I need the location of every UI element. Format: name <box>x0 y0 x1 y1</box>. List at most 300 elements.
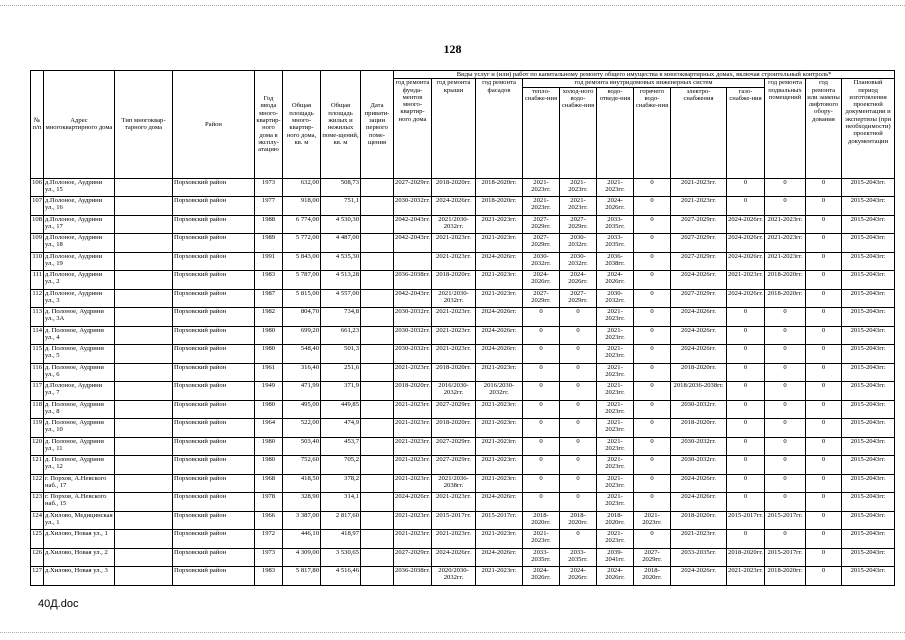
row-basement: 0 <box>765 493 806 512</box>
row-heat: 0 <box>523 382 560 401</box>
row-sewer: 2021-2023гг. <box>597 308 634 327</box>
row-roof: 2018-2020гг. <box>432 363 476 382</box>
row-sewer: 2039-2041гг. <box>597 548 634 567</box>
row-lift: 0 <box>806 400 842 419</box>
row-number: 127 <box>31 567 44 586</box>
row-area-total: 6 774,00 <box>283 215 321 234</box>
row-hot-water: 0 <box>634 197 671 216</box>
row-privatization <box>361 567 394 586</box>
row-type <box>115 419 173 438</box>
row-hot-water: 0 <box>634 363 671 382</box>
row-hot-water: 0 <box>634 234 671 253</box>
row-sewer: 2021-2023гг. <box>597 345 634 364</box>
row-basement: 0 <box>765 178 806 197</box>
row-lift: 0 <box>806 363 842 382</box>
row-lift: 0 <box>806 456 842 475</box>
row-type <box>115 437 173 456</box>
row-area-living: 751,1 <box>321 197 361 216</box>
row-electric: 2024-2026гг. <box>671 326 727 345</box>
row-area-total: 503,40 <box>283 437 321 456</box>
row-area-living: 661,23 <box>321 326 361 345</box>
row-sewer: 2021-2023гг. <box>597 363 634 382</box>
row-district: Порховский район <box>173 197 255 216</box>
row-cold-water: 2024-2026гг. <box>560 567 597 586</box>
row-area-total: 316,40 <box>283 363 321 382</box>
row-gas: 0 <box>727 326 765 345</box>
row-district: Порховский район <box>173 474 255 493</box>
row-sewer: 2024-2026гг. <box>597 197 634 216</box>
row-facade: 2024-2026гг. <box>476 308 523 327</box>
row-heat: 2027-2029гг. <box>523 289 560 308</box>
row-area-total: 495,00 <box>283 400 321 419</box>
row-cold-water: 0 <box>560 345 597 364</box>
row-facade: 2018-2020гг. <box>476 197 523 216</box>
row-basement: 0 <box>765 419 806 438</box>
row-foundation: 2042-2043гг. <box>394 289 432 308</box>
row-facade: 2024-2026гг. <box>476 548 523 567</box>
row-type <box>115 400 173 419</box>
row-heat: 2024-2026гг. <box>523 271 560 290</box>
row-area-living: 4 557,00 <box>321 289 361 308</box>
row-privatization <box>361 400 394 419</box>
row-cold-water: 0 <box>560 493 597 512</box>
row-planned: 2015-2043гг. <box>842 382 895 401</box>
row-hot-water: 0 <box>634 382 671 401</box>
row-address: д.Полоное, Аудрини ул., 3 <box>44 289 115 308</box>
page-number: 128 <box>443 42 462 56</box>
row-area-living: 3 530,65 <box>321 548 361 567</box>
row-roof: 2018-2020гг. <box>432 419 476 438</box>
row-type <box>115 474 173 493</box>
row-area-total: 5 817,80 <box>283 567 321 586</box>
row-gas: 2021-2023гг. <box>727 271 765 290</box>
row-facade: 2024-2026гг. <box>476 326 523 345</box>
row-lift: 0 <box>806 326 842 345</box>
row-area-living: 4 513,28 <box>321 271 361 290</box>
row-planned: 2015-2043гг. <box>842 511 895 530</box>
row-hot-water: 0 <box>634 400 671 419</box>
row-facade: 2024-2026гг. <box>476 252 523 271</box>
col-heat-header: тепло-снабже-ния <box>523 87 560 178</box>
row-address: д. Полоное, Аудрини ул., 11 <box>44 437 115 456</box>
table-row <box>31 215 895 234</box>
col-area-living-header: Общая площадь жилых и нежилых поме-щений, кв. м <box>321 71 361 179</box>
table-row <box>31 437 895 456</box>
row-cold-water: 2027-2029гг. <box>560 289 597 308</box>
row-sewer: 2021-2023гг. <box>597 493 634 512</box>
row-year: 1973 <box>255 178 283 197</box>
row-lift: 0 <box>806 419 842 438</box>
row-type <box>115 326 173 345</box>
row-year: 1973 <box>255 548 283 567</box>
col-num-header: № п/п <box>31 71 44 179</box>
row-heat: 0 <box>523 363 560 382</box>
table-row <box>31 493 895 512</box>
row-roof: 2027-2029гг. <box>432 437 476 456</box>
table-row <box>31 382 895 401</box>
row-district: Порховский район <box>173 548 255 567</box>
row-hot-water: 2027-2029гг. <box>634 548 671 567</box>
row-planned: 2015-2043гг. <box>842 567 895 586</box>
row-privatization <box>361 530 394 549</box>
row-heat: 0 <box>523 474 560 493</box>
row-gas: 0 <box>727 363 765 382</box>
row-electric: 2024-2026гг. <box>671 474 727 493</box>
row-facade: 2024-2026гг. <box>476 345 523 364</box>
row-facade: 2021-2023гг. <box>476 567 523 586</box>
row-cold-water: 0 <box>560 530 597 549</box>
row-area-total: 4 309,00 <box>283 548 321 567</box>
row-sewer: 2030-2032гг. <box>597 289 634 308</box>
table-row <box>31 474 895 493</box>
row-hot-water: 2021-2023гг. <box>634 511 671 530</box>
row-heat: 0 <box>523 493 560 512</box>
row-heat: 0 <box>523 419 560 438</box>
row-foundation: 2021-2023гг. <box>394 511 432 530</box>
row-electric: 2033-2035гг. <box>671 548 727 567</box>
row-sewer: 2021-2023гг. <box>597 326 634 345</box>
row-area-living: 418,97 <box>321 530 361 549</box>
row-year: 1983 <box>255 567 283 586</box>
row-type <box>115 548 173 567</box>
row-lift: 0 <box>806 493 842 512</box>
row-cold-water: 0 <box>560 326 597 345</box>
row-number: 123 <box>31 493 44 512</box>
row-sewer: 2024-2026гг. <box>597 567 634 586</box>
row-cold-water: 0 <box>560 437 597 456</box>
row-facade: 2021-2023гг. <box>476 271 523 290</box>
row-planned: 2015-2043гг. <box>842 437 895 456</box>
row-year: 1961 <box>255 363 283 382</box>
row-area-living: 4 535,30 <box>321 252 361 271</box>
row-hot-water: 0 <box>634 252 671 271</box>
row-gas: 0 <box>727 197 765 216</box>
row-district: Порховский район <box>173 400 255 419</box>
bottom-dotted-rule <box>0 632 905 634</box>
row-area-total: 418,50 <box>283 474 321 493</box>
row-gas: 2018-2020гг. <box>727 548 765 567</box>
row-gas: 2021-2023гг. <box>727 567 765 586</box>
row-cold-water: 2027-2029гг. <box>560 215 597 234</box>
col-facade-header: год ремонта фасадов <box>476 79 523 178</box>
row-privatization <box>361 326 394 345</box>
row-gas: 2015-2017гг. <box>727 511 765 530</box>
row-privatization <box>361 548 394 567</box>
table-row <box>31 289 895 308</box>
row-district: Порховский район <box>173 382 255 401</box>
row-heat: 2018-2020гг. <box>523 511 560 530</box>
row-planned: 2015-2043гг. <box>842 234 895 253</box>
row-cold-water: 2024-2026гг. <box>560 271 597 290</box>
row-roof: 2015-2017гг. <box>432 511 476 530</box>
row-roof: 2021-2023гг. <box>432 252 476 271</box>
row-planned: 2015-2043гг. <box>842 548 895 567</box>
row-roof: 2021-2023гг. <box>432 530 476 549</box>
row-number: 118 <box>31 400 44 419</box>
row-area-living: 378,2 <box>321 474 361 493</box>
row-area-total: 699,20 <box>283 326 321 345</box>
row-roof: 2027-2029гг. <box>432 456 476 475</box>
table-row <box>31 252 895 271</box>
row-area-total: 918,00 <box>283 197 321 216</box>
row-area-total: 632,00 <box>283 178 321 197</box>
row-address: д.Хилово, Новая ул., 2 <box>44 548 115 567</box>
row-district: Порховский район <box>173 363 255 382</box>
col-privatization-header: Дата привати-зации первого поме-щения <box>361 71 394 179</box>
row-foundation: 2021-2023гг. <box>394 363 432 382</box>
row-roof: 2021-2023гг. <box>432 234 476 253</box>
row-lift: 0 <box>806 567 842 586</box>
row-hot-water: 0 <box>634 530 671 549</box>
row-roof: 2018-2020гг. <box>432 271 476 290</box>
row-district: Порховский район <box>173 215 255 234</box>
row-gas: 0 <box>727 400 765 419</box>
row-basement: 0 <box>765 197 806 216</box>
row-gas: 2024-2026гг. <box>727 252 765 271</box>
row-sewer: 2024-2026гг. <box>597 271 634 290</box>
row-heat: 2027-2029гг. <box>523 234 560 253</box>
row-number: 110 <box>31 252 44 271</box>
row-cold-water: 2030-2032гг. <box>560 234 597 253</box>
row-year: 1980 <box>255 456 283 475</box>
row-basement: 0 <box>765 308 806 327</box>
row-basement: 2015-2017гг. <box>765 511 806 530</box>
row-address: д.Полоное, Аудрини ул., 16 <box>44 197 115 216</box>
row-facade: 2021-2023гг. <box>476 530 523 549</box>
row-cold-water: 0 <box>560 308 597 327</box>
row-planned: 2015-2043гг. <box>842 271 895 290</box>
row-type <box>115 363 173 382</box>
row-sewer: 2036-2038гг. <box>597 252 634 271</box>
row-number: 108 <box>31 215 44 234</box>
row-hot-water: 0 <box>634 271 671 290</box>
row-number: 122 <box>31 474 44 493</box>
row-basement: 2018-2020гг. <box>765 289 806 308</box>
row-planned: 2015-2043гг. <box>842 326 895 345</box>
row-area-living: 2 817,60 <box>321 511 361 530</box>
row-facade: 2021-2023гг. <box>476 456 523 475</box>
row-area-living: 734,8 <box>321 308 361 327</box>
row-area-total: 328,90 <box>283 493 321 512</box>
row-electric: 2027-2029гг. <box>671 234 727 253</box>
services-group-header: Виды услуг и (или) работ по капитальному ремонту общего имущества в многоквартирных домах, включая строительный контроль* <box>394 71 895 79</box>
table-row <box>31 511 895 530</box>
row-facade: 2021-2023гг. <box>476 400 523 419</box>
row-basement: 0 <box>765 326 806 345</box>
row-privatization <box>361 308 394 327</box>
row-basement: 0 <box>765 345 806 364</box>
col-cold-water-header: холод-ного водо-снабже-ния <box>560 87 597 178</box>
row-hot-water: 0 <box>634 437 671 456</box>
row-year: 1978 <box>255 493 283 512</box>
row-foundation: 2027-2029гг. <box>394 178 432 197</box>
row-privatization <box>361 456 394 475</box>
row-privatization <box>361 234 394 253</box>
row-area-total: 5 787,00 <box>283 271 321 290</box>
row-type <box>115 511 173 530</box>
row-basement: 2021-2023гг. <box>765 234 806 253</box>
row-planned: 2015-2043гг. <box>842 363 895 382</box>
row-cold-water: 0 <box>560 382 597 401</box>
row-foundation: 2027-2029гг. <box>394 548 432 567</box>
row-hot-water: 0 <box>634 456 671 475</box>
row-basement: 0 <box>765 456 806 475</box>
row-lift: 0 <box>806 271 842 290</box>
row-year: 1966 <box>255 511 283 530</box>
row-address: д.Полоное, Аудрини ул., 15 <box>44 178 115 197</box>
row-gas: 2024-2026гг. <box>727 234 765 253</box>
row-address: д. Полоное, Аудрини ул., 6 <box>44 363 115 382</box>
row-area-living: 4 487,00 <box>321 234 361 253</box>
row-gas: 0 <box>727 345 765 364</box>
row-gas: 0 <box>727 419 765 438</box>
row-foundation: 2036-2038гг. <box>394 271 432 290</box>
file-name-footer: 40Д.doc <box>38 598 79 610</box>
row-sewer: 2021-2023гг. <box>597 474 634 493</box>
row-number: 113 <box>31 308 44 327</box>
row-number: 119 <box>31 419 44 438</box>
row-cold-water: 0 <box>560 400 597 419</box>
row-area-living: 453,7 <box>321 437 361 456</box>
row-district: Порховский район <box>173 419 255 438</box>
row-type <box>115 456 173 475</box>
row-electric: 2018-2020гг. <box>671 363 727 382</box>
row-number: 106 <box>31 178 44 197</box>
row-privatization <box>361 474 394 493</box>
row-cold-water: 2033-2035гг. <box>560 548 597 567</box>
row-foundation: 2021-2023гг. <box>394 530 432 549</box>
table-row <box>31 548 895 567</box>
row-foundation: 2024-2026гг. <box>394 493 432 512</box>
row-lift: 0 <box>806 252 842 271</box>
row-lift: 0 <box>806 345 842 364</box>
row-electric: 2027-2029гг. <box>671 215 727 234</box>
row-foundation: 2042-2043гг. <box>394 234 432 253</box>
row-address: г. Порхов, А.Невского наб., 17 <box>44 474 115 493</box>
row-foundation: 2021-2023гг. <box>394 474 432 493</box>
row-type <box>115 308 173 327</box>
row-lift: 0 <box>806 474 842 493</box>
row-address: д. Полоное, Аудрини ул., 5 <box>44 345 115 364</box>
row-number: 121 <box>31 456 44 475</box>
row-cold-water: 2030-2032гг. <box>560 252 597 271</box>
table-row <box>31 308 895 327</box>
row-electric: 2030-2032гг. <box>671 456 727 475</box>
row-year: 1980 <box>255 345 283 364</box>
row-electric: 2027-2029гг. <box>671 289 727 308</box>
row-number: 117 <box>31 382 44 401</box>
row-type <box>115 530 173 549</box>
col-district-header: Район <box>173 71 255 179</box>
row-heat: 2024-2026гг. <box>523 567 560 586</box>
row-lift: 0 <box>806 437 842 456</box>
internal-systems-header: год ремонта внутридомовых инженерных систем <box>523 79 765 87</box>
row-type <box>115 493 173 512</box>
row-area-total: 5 815,00 <box>283 289 321 308</box>
row-foundation: 2021-2023гг. <box>394 400 432 419</box>
row-basement: 2015-2017гг. <box>765 548 806 567</box>
table-row <box>31 345 895 364</box>
row-district: Порховский район <box>173 511 255 530</box>
row-year: 1982 <box>255 308 283 327</box>
row-address: д.Хилово, Новая ул., 1 <box>44 530 115 549</box>
row-sewer: 2021-2023гг. <box>597 382 634 401</box>
row-area-living: 4 516,46 <box>321 567 361 586</box>
row-number: 125 <box>31 530 44 549</box>
row-number: 126 <box>31 548 44 567</box>
row-address: г. Порхов, А.Невского наб., 15 <box>44 493 115 512</box>
col-year-header: Год ввода много-квартир-ного дома в эксплу-атацию <box>255 71 283 179</box>
row-address: д.Полоное, Аудрини ул., 2 <box>44 271 115 290</box>
row-address: д.Полоное, Аудрини ул., 17 <box>44 215 115 234</box>
row-heat: 0 <box>523 308 560 327</box>
row-foundation: 2021-2023гг. <box>394 419 432 438</box>
table-row <box>31 326 895 345</box>
row-area-living: 449,85 <box>321 400 361 419</box>
row-basement: 0 <box>765 530 806 549</box>
row-roof: 2021/2036-2038гг. <box>432 474 476 493</box>
row-area-total: 804,70 <box>283 308 321 327</box>
row-type <box>115 252 173 271</box>
row-planned: 2015-2043гг. <box>842 289 895 308</box>
row-roof: 2018-2020гг. <box>432 178 476 197</box>
row-area-living: 4 530,30 <box>321 215 361 234</box>
row-sewer: 2033-2035гг. <box>597 234 634 253</box>
table-row <box>31 234 895 253</box>
row-gas: 0 <box>727 493 765 512</box>
row-roof: 2021-2023гг. <box>432 345 476 364</box>
row-facade: 2021-2023гг. <box>476 215 523 234</box>
row-cold-water: 0 <box>560 474 597 493</box>
row-hot-water: 0 <box>634 178 671 197</box>
row-number: 107 <box>31 197 44 216</box>
row-year: 1977 <box>255 197 283 216</box>
row-area-total: 3 387,00 <box>283 511 321 530</box>
row-hot-water: 0 <box>634 308 671 327</box>
table-row <box>31 400 895 419</box>
row-roof: 2027-2029гг. <box>432 400 476 419</box>
row-area-total: 446,10 <box>283 530 321 549</box>
row-lift: 0 <box>806 289 842 308</box>
row-address: д.Хилово, Новая ул., 3 <box>44 567 115 586</box>
row-planned: 2015-2043гг. <box>842 215 895 234</box>
row-roof: 2021-2023гг. <box>432 326 476 345</box>
row-address: д.Полоное, Аудрини ул., 7 <box>44 382 115 401</box>
row-foundation: 2030-2032гг. <box>394 345 432 364</box>
row-facade: 2021-2023гг. <box>476 437 523 456</box>
table-row <box>31 197 895 216</box>
row-planned: 2015-2043гг. <box>842 345 895 364</box>
row-type <box>115 234 173 253</box>
row-privatization <box>361 345 394 364</box>
row-planned: 2015-2043гг. <box>842 400 895 419</box>
row-area-living: 314,1 <box>321 493 361 512</box>
row-foundation: 2021-2023гг. <box>394 456 432 475</box>
row-number: 115 <box>31 345 44 364</box>
row-heat: 0 <box>523 437 560 456</box>
row-foundation: 2030-2032гг. <box>394 326 432 345</box>
row-sewer: 2021-2023гг. <box>597 178 634 197</box>
row-lift: 0 <box>806 215 842 234</box>
row-privatization <box>361 215 394 234</box>
row-roof: 2021-2023гг. <box>432 308 476 327</box>
col-basement-header: год ремонта подвальных помещений <box>765 79 806 178</box>
row-address: д.Полоное, Аудрини ул., 19 <box>44 252 115 271</box>
row-privatization <box>361 271 394 290</box>
row-facade: 2021-2023гг. <box>476 289 523 308</box>
table-row <box>31 567 895 586</box>
row-foundation: 2036-2038гг. <box>394 567 432 586</box>
